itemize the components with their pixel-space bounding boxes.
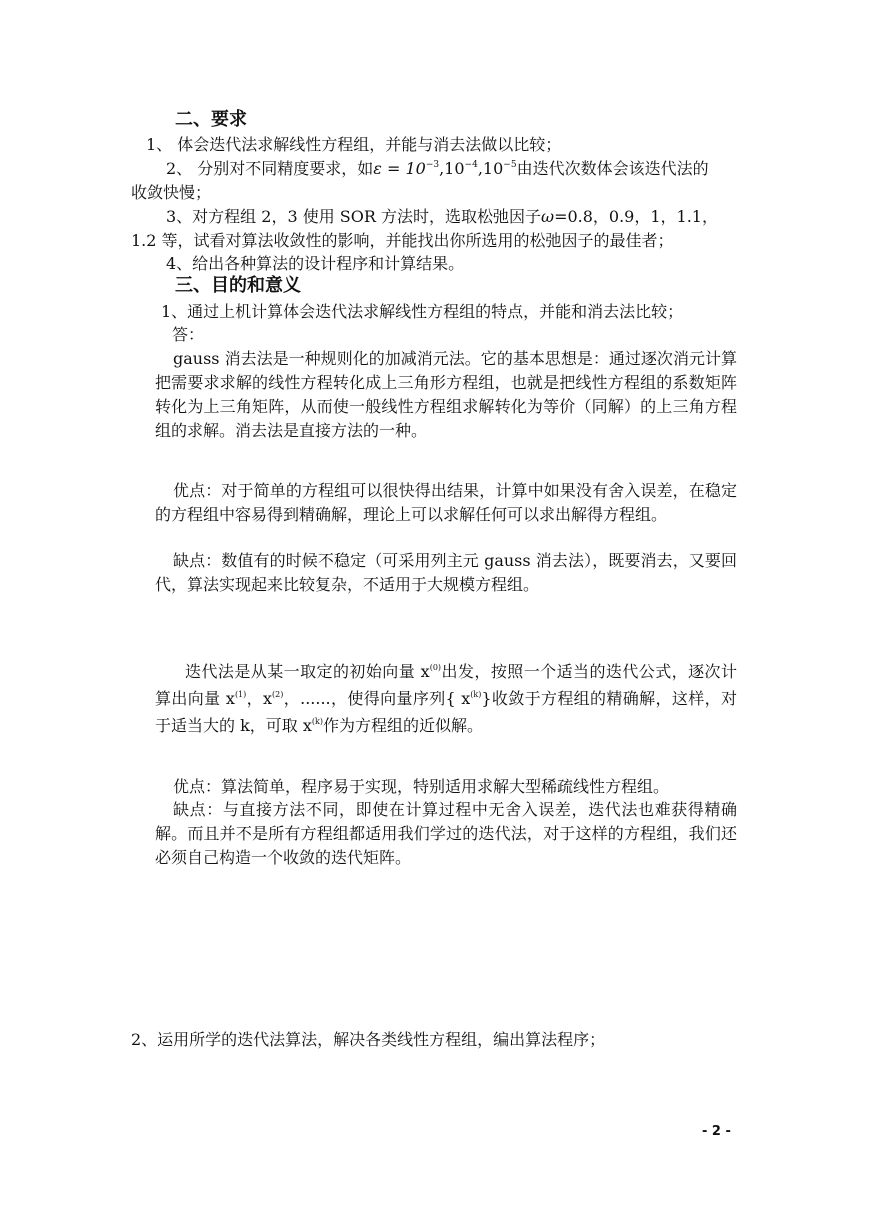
gauss-cons: 缺点：数值有的时候不稳定（可采用列主元 gauss 消去法），既要消去，又要回代，算法实现起来比较复杂，不适用于大规模方程组。: [155, 551, 737, 594]
answer-label: 答：: [172, 325, 205, 344]
requirement-item-3-cont: 1.2 等，试看对算法收敛性的影响，并能找出你所选用的松弛因子的最佳者；: [131, 231, 674, 250]
page-number: - 2 -: [702, 1124, 731, 1139]
iteration-paragraph: 迭代法是从某一取定的初始向量 $x^{(0)}$出发，按照一个适当的迭代公式，逐次计算出向量 $x^{(1)}$，$x^{(2)}$，......，使得向量序列{ $x^{(k)}$}收敛于方程组的精确解，这样，对于适当大的 k，可取 $x^{(k)}$作为方程组的近似解。: [155, 662, 737, 735]
requirement-item-3: 3、对方程组 2，3 使用 SOR 方法时，选取松弛因子ω=0.8，0.9，1，1.1，: [166, 207, 718, 226]
purpose-item-2: 2、运用所学的迭代法算法，解决各类线性方程组，编出算法程序；: [131, 1030, 606, 1049]
iteration-cons: 缺点：与直接方法不同，即使在计算过程中无舍入误差，迭代法也难获得精确解。而且并不是所有方程组都适用我们学过的迭代法，对于这样的方程组，我们还必须自己构造一个收敛的迭代矩阵。: [155, 800, 737, 867]
section-heading-requirements: 二、要求: [175, 109, 247, 130]
requirement-item-4: 4、给出各种算法的设计程序和计算结果。: [166, 254, 465, 273]
purpose-item-1: 1、通过上机计算体会迭代法求解线性方程组的特点，并能和消去法比较；: [161, 302, 684, 321]
gauss-paragraph: gauss 消去法是一种规则化的加减消元法。它的基本思想是：通过逐次消元计算把需要求求解的线性方程转化成上三角形方程组，也就是把线性方程组的系数矩阵转化为上三角矩阵，从而使一般线性方程组求解转化为等价（同解）的上三角方程组的求解。消去法是直接方法的一种。: [155, 349, 737, 440]
gauss-pros: 优点：对于简单的方程组可以很快得出结果，计算中如果没有舍入误差，在稳定的方程组中容易得到精确解，理论上可以求解任何可以求出解得方程组。: [155, 481, 737, 524]
requirement-item-2-cont: 收敛快慢；: [131, 183, 212, 202]
section-heading-purpose: 三、目的和意义: [175, 275, 301, 296]
iteration-pros: 优点：算法简单，程序易于实现，特别适用求解大型稀疏线性方程组。: [173, 777, 670, 796]
requirement-item-1: 1、 体会迭代法求解线性方程组，并能与消去法做以比较；: [146, 135, 562, 154]
requirement-item-2: 2、 分别对不同精度要求，如$\varepsilon = 10^{-3},10^{-4},10^{-5}$由迭代次数体会该迭代法的: [166, 159, 709, 178]
